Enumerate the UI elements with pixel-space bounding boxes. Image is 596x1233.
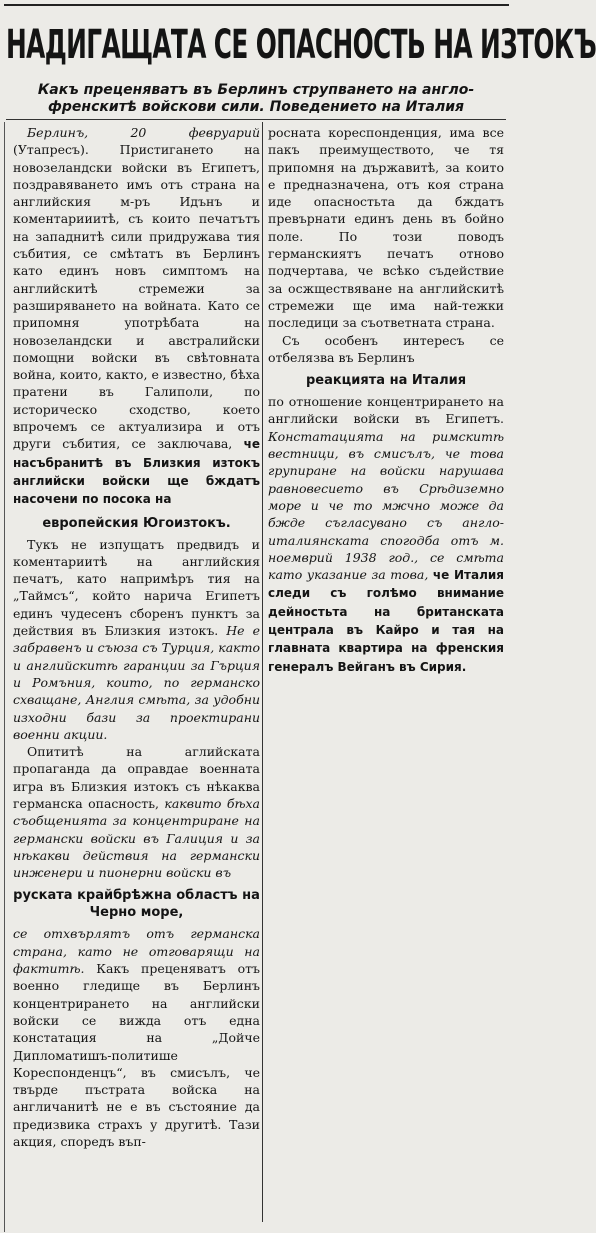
dateline: Берлинъ, 20 февруарий: [27, 125, 260, 140]
subheading: руската крайбрѣжна областъ на Черно море,: [13, 888, 260, 921]
paragraph: росната кореспонденция, има все пакъ преимуществото, че тя припомня на държавитѣ, за които е предназначена, отъ коя страна иде опасностьта да бждатъ превърнати единъ день въ бойно поле. По този поводъ германскиятъ печатъ отново подчертава, че всѣко съдействие за осжществяване на английскитѣ стремежи ще има най-тежки последици за съответната страна.: [268, 125, 504, 331]
paragraph: [13, 925, 260, 1150]
paragraph: [13, 124, 260, 509]
italic-text: Констатацията на римскитѣ вестници, въ смисълъ, че това групиране на войски нарушава равновесието въ Срѣдиземно море и че то мжчно може да бжде съгласувано съ англо-италиянската спогодба отъ м. ноемврий 1938 год., се смѣта като указание за това,: [268, 428, 504, 583]
headline: НАДИГАЩАТА СЕ ОПАСНОСТЬ НА ИЗТОКЪ: [6, 22, 596, 68]
paragraph: Съ особенъ интересъ се отбелязва въ Берлинъ: [268, 332, 504, 365]
subheadline: Какъ преценяватъ въ Берлинъ струпването на англо-френскитѣ войскови сили. Поведението на Италия: [37, 82, 475, 115]
left-margin-rule: [4, 122, 5, 1232]
divider: [6, 119, 506, 120]
column-divider: [262, 122, 263, 1222]
subheading: реакцията на Италия: [305, 373, 467, 389]
italic-text: Не е забравенъ и съюза съ Турция, както и английскитѣ гаранции за Гърция и Ромъния, които, по германско схващане, Англия смѣта, за удобни изходни бази за проектирани военни акции.: [13, 623, 260, 742]
subheading: европейския Югоизтокъ.: [42, 515, 231, 531]
paragraph: [13, 536, 260, 744]
bold-text: че насъбранитѣ въ Близкия изтокъ английски войски ще бждатъ насочени по посока на: [13, 437, 260, 507]
article-column-2: [268, 124, 504, 676]
text: Какъ преценяватъ отъ военно гледище въ Берлинъ концентрирането на английски войски се вижда отъ една констатация на „Дойче Дипломатишъ-политише Кореспонденцъ“, въ смисълъ, че твърде пъстрата войска на англичанитѣ не е въ състояние да предизвика страхъ у другитѣ. Тази акция, споредъ въп-: [13, 961, 260, 1150]
text: Опититѣ на аглийската пропаганда да оправдае военната игра въ Близкия изтокъ съ нѣкаква германска опасность,: [13, 744, 260, 811]
article-column-1: [13, 124, 260, 1150]
paragraph: [268, 393, 504, 676]
text: по отношение концентрирането на английски войски въ Египетъ.: [268, 394, 504, 427]
bold-text: че Италия следи съ голѣмо внимание дейностьта на британската централа въ Кайро и тая на главната квартира на френския генералъ Вейганъ въ Сирия.: [268, 568, 504, 674]
text: Тукъ не изпущатъ предвидъ и коментариитѣ на английския печатъ, като напримѣръ тия на „Таймсъ“, който нарича Египетъ единъ чудесенъ сборенъ пунктъ за действия въ Близкия изтокъ.: [13, 536, 260, 639]
italic-text: каквито бѣха съобщенията за концентриране на германски войски въ Галиция и за нѣкакви действия на германски инженери и пионерни войски въ: [13, 795, 260, 881]
paragraph: [13, 743, 260, 881]
text: (Утапресъ). Пристигането на новозеландски войски въ Египетъ, поздравяването имъ отъ страна на английския м-ръ Идънъ и коментарииитѣ, съ които печатътъ на западнитѣ сили придружава тия събития, се смѣтатъ въ Берлинъ като единъ новъ симптомъ на английскитѣ стремежи за разширяването на войната. Като се припомня употрѣбата на новозеландски и австралийски помощни войски въ свѣтовната война, които, както, е известно, бѣха пратени въ Галиполи, по историческо сходство, което впрочемъ се актуализира и отъ други събития, се заключава,: [13, 142, 260, 452]
top-rule: [4, 4, 509, 6]
italic-text: се отхвърлятъ отъ германска страна, като не отговарящи на фактитѣ.: [13, 926, 260, 977]
